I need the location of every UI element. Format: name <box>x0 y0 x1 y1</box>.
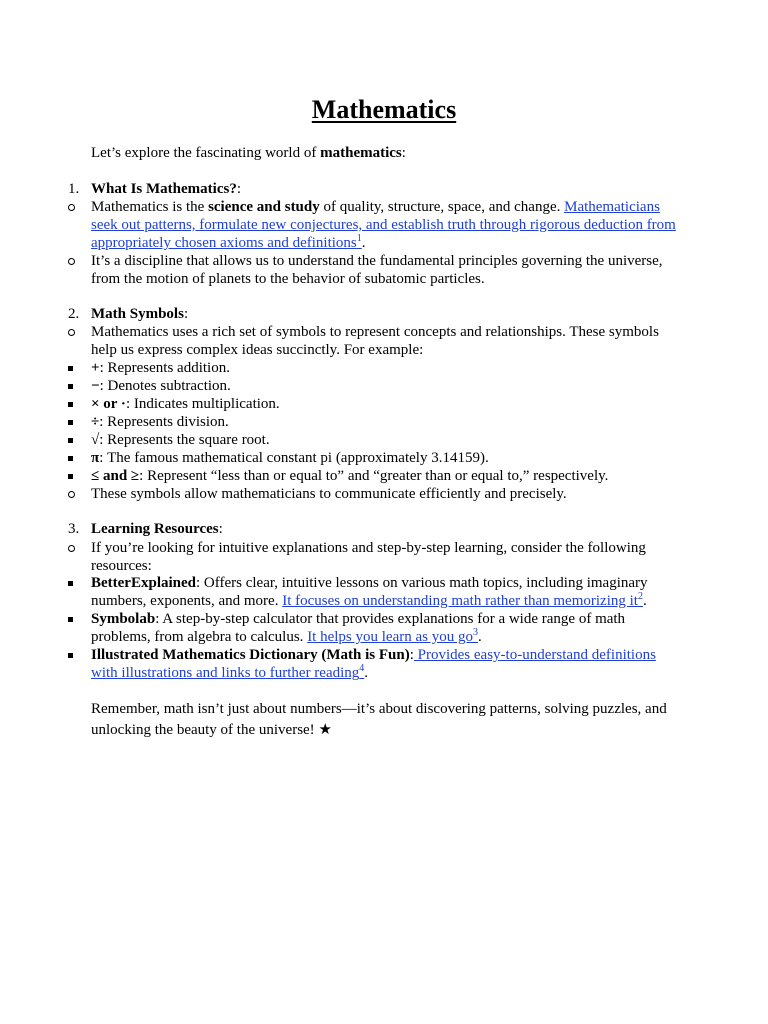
square-bullet <box>68 467 78 485</box>
s1-bullet-2: It’s a discipline that allows us to understand the fundamental principles governing the universe, from the motion of planets to the behavior of subatomic particles. <box>91 253 663 287</box>
footnote-3: 3 <box>473 627 478 638</box>
s3-intro: If you’re looking for intuitive explanations and step-by-step learning, consider the following resources: <box>91 540 646 574</box>
symbol-item: +: Represents addition. <box>91 360 230 376</box>
circle-bullet <box>68 485 78 503</box>
circle-bullet <box>68 323 78 341</box>
square-bullet <box>68 359 78 377</box>
s2-intro: Mathematics uses a rich set of symbols to represent concepts and relationships. These symbols help us express complex ideas succinctly. For example: <box>91 324 659 358</box>
section-3-number: 3. <box>68 521 80 537</box>
square-bullet <box>68 413 78 431</box>
symbol-item: ÷: Represents division. <box>91 414 229 430</box>
circle-bullet <box>68 252 78 270</box>
intro-paragraph: Let’s explore the fascinating world of mathematics: <box>91 145 406 161</box>
resource-mathisfun: Illustrated Mathematics Dictionary (Math is Fun): Provides easy-to-understand definitions with illustrations and links to further reading$^4$. <box>91 647 656 681</box>
resource-betterexplained: BetterExplained: Offers clear, intuitive lessons on various math topics, including imaginary numbers, exponents, and more. It focuses on understanding math rather than memorizing $it^2$. <box>91 575 648 609</box>
symbol-item: π: The famous mathematical constant pi (approximately 3.14159). <box>91 450 489 466</box>
square-bullet <box>68 449 78 467</box>
s2-closing: These symbols allow mathematicians to communicate efficiently and precisely. <box>91 486 567 502</box>
symbol-item: × or ·: Indicates multiplication. <box>91 396 280 412</box>
mathisfun-link-line-2[interactable]: with illustrations and links to further reading$^4$ <box>91 663 365 681</box>
s1-bullet-1: Mathematics is the science and study of quality, structure, space, and change. Mathematicians seek out patterns, formulate new conjectures, and establish truth through rigorous deduction from appropriately chosen axioms and definitions$^1$. <box>91 199 676 251</box>
mathematicians-link-line-3[interactable]: appropriately chosen axioms and definitions$^1$ <box>91 233 362 251</box>
square-bullet <box>68 574 78 592</box>
section-3-heading: Learning Resources: <box>91 521 223 537</box>
mathisfun-link[interactable]: Provides easy-to-understand definitions <box>413 647 656 663</box>
section-2-number: 2. <box>68 306 80 322</box>
symbol-item: −: Denotes subtraction. <box>91 378 231 394</box>
square-bullet <box>68 377 78 395</box>
footnote-1: 1 <box>356 233 362 244</box>
footnote-4: 4 <box>359 663 365 674</box>
square-bullet <box>68 395 78 413</box>
star-icon: ★ <box>318 722 332 738</box>
symbol-item: ≤ and ≥: Represent “less than or equal to” and “greater than or equal to,” respectively. <box>91 468 609 484</box>
mathematicians-link-line-2[interactable]: seek out patterns, formulate new conjectures, and establish truth through rigorous deduction from <box>91 217 676 233</box>
footnote-2: 2 <box>637 591 643 602</box>
mathematicians-link[interactable]: Mathematicians <box>564 199 660 215</box>
symbol-item: √: Represents the square root. <box>91 432 270 448</box>
circle-bullet <box>68 198 78 216</box>
section-2-heading: Math Symbols: <box>91 306 189 322</box>
symbolab-link[interactable]: It helps you learn as you $go^3$ <box>307 627 478 645</box>
square-bullet <box>68 610 78 628</box>
page-title: Mathematics <box>311 95 457 124</box>
betterexplained-link[interactable]: It focuses on understanding math rather than memorizing $it^2$ <box>282 591 643 609</box>
square-bullet <box>68 431 78 449</box>
section-1-heading: What Is Mathematics?: <box>91 181 241 197</box>
section-1-number: 1. <box>68 181 80 197</box>
square-bullet <box>68 646 78 664</box>
closing-paragraph: Remember, math isn’t just about numbers—it’s about discovering patterns, solving puzzles, and unlocking the beauty of the universe! ★ <box>91 699 691 741</box>
resource-symbolab: Symbolab: A step-by-step calculator that provides explanations for a wide range of math problems, from algebra to calculus. It helps you learn as you $go^3$. <box>91 611 626 645</box>
circle-bullet <box>68 539 78 557</box>
